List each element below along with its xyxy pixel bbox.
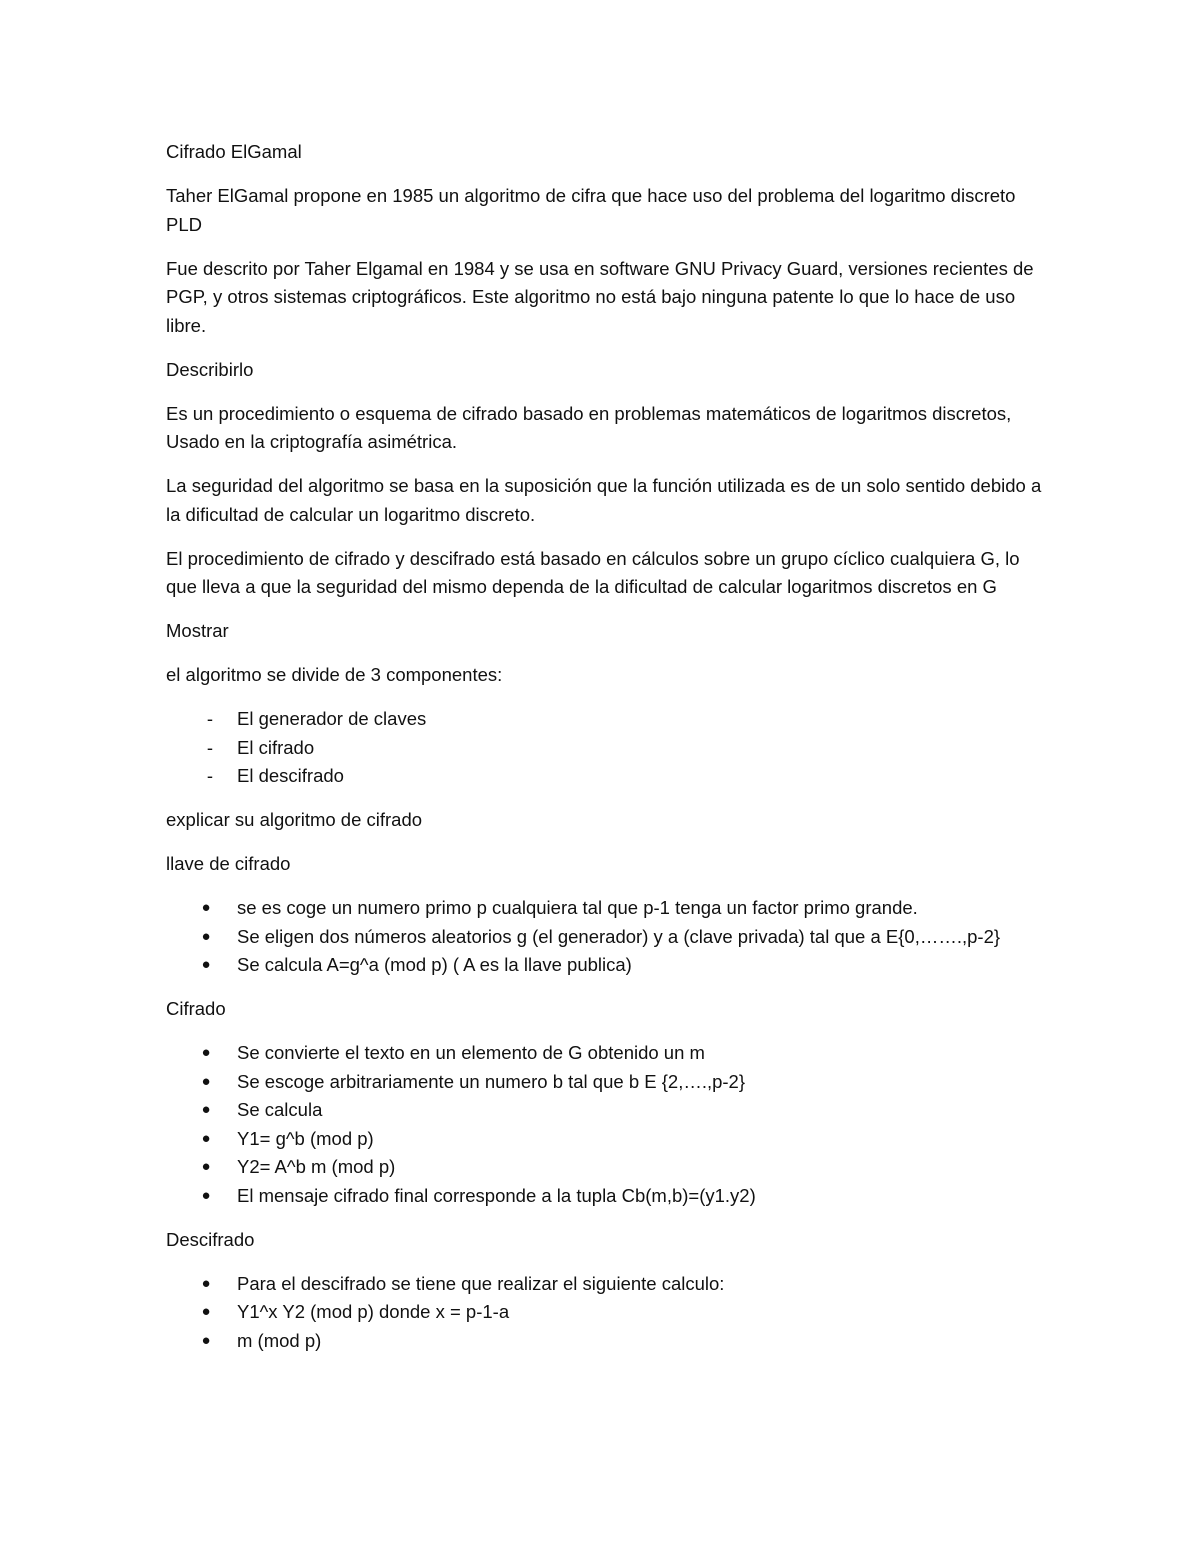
- dash-marker: -: [206, 765, 214, 786]
- list-item-text: Se eligen dos números aleatorios g (el generador) y a (clave privada) tal que a E{0,…….,p-2}: [237, 925, 1001, 947]
- list-item: [166, 1068, 1046, 1097]
- list-item: [166, 1182, 1046, 1211]
- decrypt-list: [166, 1270, 1046, 1356]
- list-item-text: Y2= A^b m (mod p): [237, 1156, 396, 1177]
- bullet-marker: ●: [201, 1303, 211, 1320]
- list-item-text: Se convierte el texto en un elemento de G obtenido un m: [237, 1042, 705, 1063]
- list-item: [166, 1153, 1046, 1182]
- show-intro: el algoritmo se divide de 3 componentes:: [166, 664, 503, 685]
- list-item-text: El generador de claves: [237, 708, 427, 729]
- list-item: [166, 1298, 1046, 1327]
- dash-marker: -: [206, 736, 214, 758]
- bullet-marker: ●: [201, 927, 211, 945]
- describe-paragraph-1: Es un procedimiento o esquema de cifrado basado en problemas matemáticos de logaritmos discretos, Usado en la criptografía asimétrica.: [166, 402, 1012, 452]
- list-item-text: Se calcula A=g^a (mod p) ( A es la llave publica): [237, 954, 632, 975]
- bullet-marker: ●: [201, 1044, 211, 1061]
- list-item-text: Para el descifrado se tiene que realizar el siguiente calculo:: [237, 1272, 725, 1294]
- heading-explicar: explicar su algoritmo de cifrado: [166, 809, 423, 830]
- list-item: [166, 1039, 1046, 1068]
- describe-paragraph-3: El procedimiento de cifrado y descifrado está basado en cálculos sobre un grupo cíclico cualquiera G, lo que lleva a que la seguridad del mismo dependa de la dificultad de calcular logaritmos discretos en G: [166, 547, 1020, 597]
- dash-marker: -: [206, 708, 214, 729]
- list-item-text: El cifrado: [237, 736, 315, 758]
- components-list: [166, 705, 1046, 791]
- list-item-text: Y1^x Y2 (mod p) donde x = p-1-a: [237, 1301, 510, 1322]
- bullet-marker: ●: [201, 1072, 211, 1090]
- description-paragraph: Fue descrito por Taher Elgamal en 1984 y se usa en software GNU Privacy Guard, versiones recientes de PGP, y otros sistemas criptográficos. Este algoritmo no está bajo ninguna patente lo que lo hace de uso libre.: [166, 257, 1034, 336]
- bullet-marker: ●: [201, 956, 211, 973]
- list-item-text: Se escoge arbitrariamente un numero b tal que b E {2,….,p-2}: [237, 1070, 746, 1092]
- bullet-marker: ●: [201, 899, 211, 916]
- document-page: [166, 138, 1046, 1371]
- key-list: [166, 894, 1046, 980]
- intro-paragraph: Taher ElGamal propone en 1985 un algoritmo de cifra que hace uso del problema del logaritmo discreto PLD: [166, 185, 1016, 235]
- list-item: [166, 923, 1046, 952]
- describe-paragraph-2: La seguridad del algoritmo se basa en la suposición que la función utilizada es de un solo sentido debido a la dificultad de calcular un logaritmo discreto.: [166, 475, 1042, 525]
- bullet-marker: ●: [201, 1158, 211, 1175]
- heading-describirlo: Describirlo: [166, 358, 254, 380]
- list-item: [166, 705, 1046, 734]
- list-item: [166, 894, 1046, 923]
- bullet-marker: ●: [201, 1274, 211, 1292]
- list-item-text: se es coge un numero primo p cualquiera tal que p-1 tenga un factor primo grande.: [237, 897, 918, 918]
- heading-cifrado: Cifrado: [166, 998, 226, 1019]
- list-item: [166, 951, 1046, 980]
- list-item-text: m (mod p): [237, 1329, 322, 1351]
- list-item: [166, 1096, 1046, 1125]
- list-item: [166, 762, 1046, 791]
- document-title: Cifrado ElGamal: [166, 141, 302, 162]
- bullet-marker: ●: [201, 1186, 211, 1204]
- heading-llave-de-cifrado: llave de cifrado: [166, 853, 291, 874]
- encrypt-list: [166, 1039, 1046, 1210]
- list-item-text: El mensaje cifrado final corresponde a la tupla Cb(m,b)=(y1.y2): [237, 1184, 756, 1206]
- bullet-marker: ●: [201, 1129, 211, 1147]
- list-item: [166, 1270, 1046, 1299]
- list-item-text: Se calcula: [237, 1099, 323, 1120]
- heading-descifrado: Descifrado: [166, 1228, 255, 1250]
- bullet-marker: ●: [201, 1101, 211, 1118]
- heading-mostrar: Mostrar: [166, 620, 229, 641]
- list-item: [166, 734, 1046, 763]
- list-item: [166, 1327, 1046, 1356]
- list-item: [166, 1125, 1046, 1154]
- bullet-marker: ●: [201, 1331, 211, 1349]
- list-item-text: El descifrado: [237, 765, 344, 786]
- list-item-text: Y1= g^b (mod p): [237, 1127, 374, 1149]
